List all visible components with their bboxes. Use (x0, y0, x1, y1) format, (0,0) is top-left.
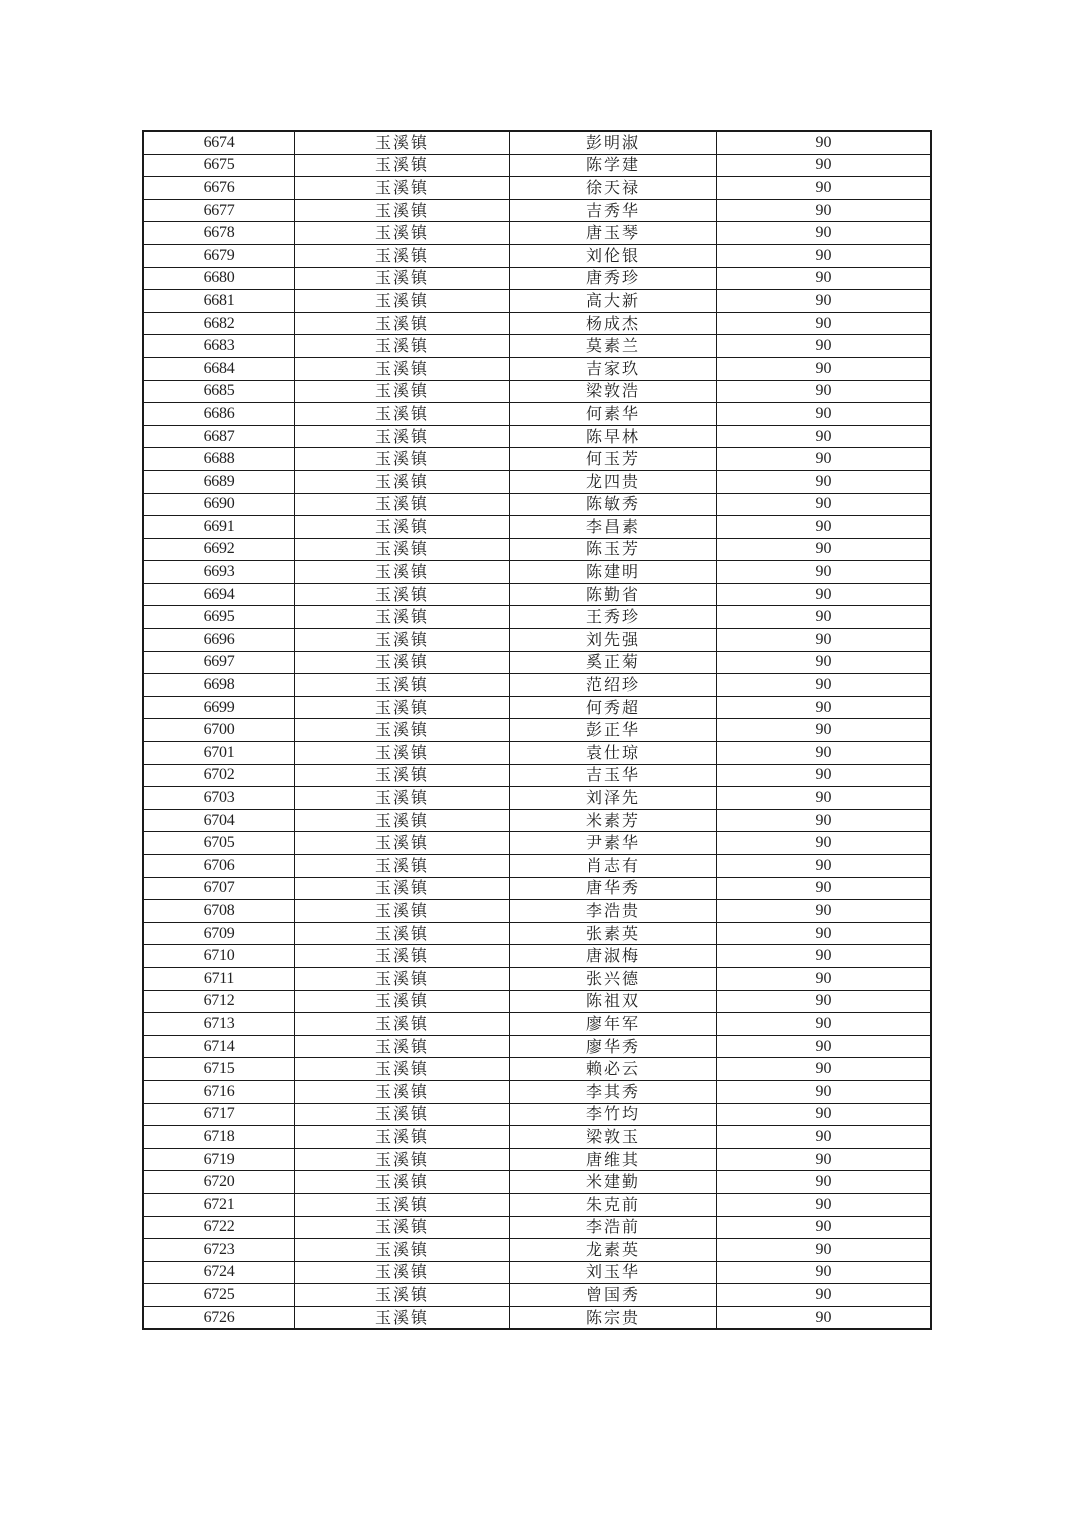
cell-town: 玉溪镇 (295, 470, 510, 493)
table-row (143, 561, 931, 584)
cell-score: 90 (717, 809, 932, 832)
cell-score: 90 (717, 1216, 932, 1239)
table-row (143, 1080, 931, 1103)
cell-number: 6683 (143, 335, 295, 358)
cell-number: 6691 (143, 516, 295, 539)
cell-score: 90 (717, 877, 932, 900)
cell-score: 90 (717, 583, 932, 606)
table-row (143, 674, 931, 697)
cell-town: 玉溪镇 (295, 425, 510, 448)
cell-score: 90 (717, 922, 932, 945)
cell-number: 6690 (143, 493, 295, 516)
cell-town: 玉溪镇 (295, 855, 510, 878)
cell-number: 6709 (143, 922, 295, 945)
cell-score: 90 (717, 493, 932, 516)
cell-town: 玉溪镇 (295, 335, 510, 358)
cell-town: 玉溪镇 (295, 696, 510, 719)
cell-name: 唐玉琴 (510, 222, 717, 245)
cell-number: 6720 (143, 1171, 295, 1194)
cell-name: 何素华 (510, 403, 717, 426)
cell-score: 90 (717, 1171, 932, 1194)
cell-number: 6703 (143, 787, 295, 810)
table-row (143, 1126, 931, 1149)
cell-town: 玉溪镇 (295, 177, 510, 200)
cell-number: 6686 (143, 403, 295, 426)
cell-town: 玉溪镇 (295, 1126, 510, 1149)
table-row (143, 629, 931, 652)
cell-town: 玉溪镇 (295, 900, 510, 923)
cell-number: 6719 (143, 1148, 295, 1171)
cell-town: 玉溪镇 (295, 787, 510, 810)
cell-town: 玉溪镇 (295, 945, 510, 968)
cell-name: 范绍珍 (510, 674, 717, 697)
cell-name: 米建勤 (510, 1171, 717, 1194)
table-row (143, 764, 931, 787)
cell-score: 90 (717, 832, 932, 855)
cell-name: 何玉芳 (510, 448, 717, 471)
cell-town: 玉溪镇 (295, 267, 510, 290)
cell-number: 6707 (143, 877, 295, 900)
table-row (143, 538, 931, 561)
cell-name: 梁敦玉 (510, 1126, 717, 1149)
cell-town: 玉溪镇 (295, 516, 510, 539)
table-row (143, 877, 931, 900)
cell-name: 陈宗贵 (510, 1306, 717, 1329)
cell-name: 唐华秀 (510, 877, 717, 900)
cell-name: 何秀超 (510, 696, 717, 719)
cell-score: 90 (717, 1239, 932, 1262)
cell-number: 6702 (143, 764, 295, 787)
table-row (143, 516, 931, 539)
cell-name: 陈早林 (510, 425, 717, 448)
table-row (143, 1171, 931, 1194)
cell-number: 6712 (143, 990, 295, 1013)
cell-number: 6715 (143, 1058, 295, 1081)
cell-name: 徐天禄 (510, 177, 717, 200)
cell-name: 李浩贵 (510, 900, 717, 923)
table-row (143, 583, 931, 606)
cell-number: 6682 (143, 312, 295, 335)
cell-name: 刘先强 (510, 629, 717, 652)
cell-score: 90 (717, 403, 932, 426)
cell-name: 肖志有 (510, 855, 717, 878)
cell-name: 朱克前 (510, 1193, 717, 1216)
cell-number: 6694 (143, 583, 295, 606)
cell-score: 90 (717, 1193, 932, 1216)
cell-number: 6692 (143, 538, 295, 561)
cell-number: 6722 (143, 1216, 295, 1239)
table-row (143, 1306, 931, 1329)
cell-name: 陈敏秀 (510, 493, 717, 516)
cell-number: 6723 (143, 1239, 295, 1262)
cell-score: 90 (717, 674, 932, 697)
table-row (143, 1216, 931, 1239)
cell-number: 6718 (143, 1126, 295, 1149)
table-row (143, 967, 931, 990)
cell-score: 90 (717, 470, 932, 493)
roster-table-body (143, 131, 931, 1329)
cell-town: 玉溪镇 (295, 1216, 510, 1239)
cell-number: 6699 (143, 696, 295, 719)
cell-town: 玉溪镇 (295, 1306, 510, 1329)
cell-name: 李其秀 (510, 1080, 717, 1103)
table-row (143, 290, 931, 313)
cell-town: 玉溪镇 (295, 629, 510, 652)
cell-town: 玉溪镇 (295, 1284, 510, 1307)
cell-name: 奚正菊 (510, 651, 717, 674)
cell-town: 玉溪镇 (295, 1239, 510, 1262)
cell-town: 玉溪镇 (295, 1013, 510, 1036)
cell-score: 90 (717, 448, 932, 471)
table-row (143, 154, 931, 177)
cell-number: 6680 (143, 267, 295, 290)
cell-score: 90 (717, 1013, 932, 1036)
cell-town: 玉溪镇 (295, 1171, 510, 1194)
cell-name: 李浩前 (510, 1216, 717, 1239)
table-row (143, 651, 931, 674)
cell-name: 廖华秀 (510, 1035, 717, 1058)
cell-town: 玉溪镇 (295, 131, 510, 154)
cell-score: 90 (717, 1261, 932, 1284)
cell-name: 唐秀珍 (510, 267, 717, 290)
cell-name: 吉玉华 (510, 764, 717, 787)
cell-score: 90 (717, 290, 932, 313)
cell-name: 赖必云 (510, 1058, 717, 1081)
cell-score: 90 (717, 1058, 932, 1081)
table-row (143, 244, 931, 267)
cell-name: 彭明淑 (510, 131, 717, 154)
cell-number: 6711 (143, 967, 295, 990)
cell-score: 90 (717, 335, 932, 358)
cell-town: 玉溪镇 (295, 742, 510, 765)
cell-score: 90 (717, 651, 932, 674)
cell-town: 玉溪镇 (295, 380, 510, 403)
table-row (143, 199, 931, 222)
cell-town: 玉溪镇 (295, 922, 510, 945)
cell-name: 米素芳 (510, 809, 717, 832)
cell-name: 龙素英 (510, 1239, 717, 1262)
table-row (143, 719, 931, 742)
cell-score: 90 (717, 267, 932, 290)
cell-name: 莫素兰 (510, 335, 717, 358)
cell-score: 90 (717, 561, 932, 584)
cell-town: 玉溪镇 (295, 357, 510, 380)
cell-town: 玉溪镇 (295, 606, 510, 629)
table-row (143, 900, 931, 923)
cell-score: 90 (717, 855, 932, 878)
cell-number: 6717 (143, 1103, 295, 1126)
cell-score: 90 (717, 900, 932, 923)
cell-name: 李竹均 (510, 1103, 717, 1126)
table-row (143, 177, 931, 200)
cell-town: 玉溪镇 (295, 403, 510, 426)
table-row (143, 425, 931, 448)
cell-town: 玉溪镇 (295, 222, 510, 245)
cell-score: 90 (717, 967, 932, 990)
cell-number: 6713 (143, 1013, 295, 1036)
table-row (143, 787, 931, 810)
cell-score: 90 (717, 154, 932, 177)
cell-score: 90 (717, 1148, 932, 1171)
cell-score: 90 (717, 1103, 932, 1126)
table-row (143, 1103, 931, 1126)
table-row (143, 470, 931, 493)
cell-name: 唐淑梅 (510, 945, 717, 968)
cell-number: 6724 (143, 1261, 295, 1284)
cell-number: 6706 (143, 855, 295, 878)
cell-number: 6705 (143, 832, 295, 855)
table-row (143, 1261, 931, 1284)
cell-number: 6689 (143, 470, 295, 493)
cell-town: 玉溪镇 (295, 674, 510, 697)
cell-town: 玉溪镇 (295, 1058, 510, 1081)
cell-score: 90 (717, 177, 932, 200)
cell-score: 90 (717, 244, 932, 267)
table-row (143, 832, 931, 855)
cell-number: 6693 (143, 561, 295, 584)
cell-score: 90 (717, 222, 932, 245)
table-row (143, 403, 931, 426)
cell-town: 玉溪镇 (295, 1035, 510, 1058)
roster-table (142, 130, 932, 1330)
table-row (143, 1284, 931, 1307)
cell-name: 曾国秀 (510, 1284, 717, 1307)
cell-town: 玉溪镇 (295, 1148, 510, 1171)
cell-town: 玉溪镇 (295, 990, 510, 1013)
table-row (143, 1239, 931, 1262)
cell-score: 90 (717, 312, 932, 335)
cell-number: 6710 (143, 945, 295, 968)
cell-name: 吉秀华 (510, 199, 717, 222)
cell-score: 90 (717, 1284, 932, 1307)
cell-number: 6684 (143, 357, 295, 380)
cell-name: 陈建明 (510, 561, 717, 584)
cell-town: 玉溪镇 (295, 312, 510, 335)
table-row (143, 1058, 931, 1081)
cell-score: 90 (717, 199, 932, 222)
cell-town: 玉溪镇 (295, 448, 510, 471)
table-row (143, 222, 931, 245)
cell-name: 陈勤省 (510, 583, 717, 606)
table-row (143, 267, 931, 290)
cell-number: 6697 (143, 651, 295, 674)
cell-name: 刘玉华 (510, 1261, 717, 1284)
cell-number: 6716 (143, 1080, 295, 1103)
cell-number: 6726 (143, 1306, 295, 1329)
cell-name: 陈玉芳 (510, 538, 717, 561)
table-row (143, 312, 931, 335)
table-row (143, 922, 931, 945)
table-row (143, 1193, 931, 1216)
cell-number: 6704 (143, 809, 295, 832)
cell-score: 90 (717, 787, 932, 810)
cell-score: 90 (717, 131, 932, 154)
cell-score: 90 (717, 380, 932, 403)
cell-name: 陈祖双 (510, 990, 717, 1013)
table-row (143, 1148, 931, 1171)
cell-number: 6725 (143, 1284, 295, 1307)
cell-name: 刘伦银 (510, 244, 717, 267)
table-row (143, 696, 931, 719)
cell-score: 90 (717, 516, 932, 539)
cell-town: 玉溪镇 (295, 290, 510, 313)
cell-number: 6701 (143, 742, 295, 765)
cell-number: 6708 (143, 900, 295, 923)
cell-town: 玉溪镇 (295, 1261, 510, 1284)
cell-name: 彭正华 (510, 719, 717, 742)
cell-town: 玉溪镇 (295, 764, 510, 787)
table-row (143, 380, 931, 403)
cell-name: 张兴德 (510, 967, 717, 990)
cell-town: 玉溪镇 (295, 832, 510, 855)
cell-score: 90 (717, 719, 932, 742)
cell-score: 90 (717, 1126, 932, 1149)
cell-town: 玉溪镇 (295, 1103, 510, 1126)
cell-number: 6714 (143, 1035, 295, 1058)
table-row (143, 357, 931, 380)
table-row (143, 855, 931, 878)
cell-name: 吉家玖 (510, 357, 717, 380)
cell-name: 龙四贵 (510, 470, 717, 493)
cell-number: 6688 (143, 448, 295, 471)
cell-name: 李昌素 (510, 516, 717, 539)
cell-town: 玉溪镇 (295, 244, 510, 267)
cell-score: 90 (717, 945, 932, 968)
cell-score: 90 (717, 1080, 932, 1103)
table-row (143, 131, 931, 154)
table-row (143, 990, 931, 1013)
cell-score: 90 (717, 357, 932, 380)
cell-number: 6695 (143, 606, 295, 629)
cell-name: 高大新 (510, 290, 717, 313)
table-row (143, 1035, 931, 1058)
cell-town: 玉溪镇 (295, 154, 510, 177)
cell-number: 6698 (143, 674, 295, 697)
cell-number: 6676 (143, 177, 295, 200)
cell-town: 玉溪镇 (295, 1080, 510, 1103)
cell-name: 尹素华 (510, 832, 717, 855)
cell-score: 90 (717, 1306, 932, 1329)
cell-number: 6677 (143, 199, 295, 222)
cell-town: 玉溪镇 (295, 583, 510, 606)
table-row (143, 606, 931, 629)
cell-score: 90 (717, 629, 932, 652)
cell-score: 90 (717, 425, 932, 448)
cell-name: 杨成杰 (510, 312, 717, 335)
cell-score: 90 (717, 538, 932, 561)
cell-town: 玉溪镇 (295, 561, 510, 584)
cell-town: 玉溪镇 (295, 877, 510, 900)
cell-number: 6675 (143, 154, 295, 177)
cell-number: 6674 (143, 131, 295, 154)
cell-score: 90 (717, 742, 932, 765)
table-row (143, 809, 931, 832)
cell-name: 张素英 (510, 922, 717, 945)
cell-number: 6678 (143, 222, 295, 245)
cell-name: 唐维其 (510, 1148, 717, 1171)
cell-town: 玉溪镇 (295, 651, 510, 674)
cell-town: 玉溪镇 (295, 809, 510, 832)
cell-number: 6681 (143, 290, 295, 313)
cell-town: 玉溪镇 (295, 967, 510, 990)
cell-name: 梁敦浩 (510, 380, 717, 403)
cell-number: 6687 (143, 425, 295, 448)
cell-name: 廖年军 (510, 1013, 717, 1036)
table-row (143, 1013, 931, 1036)
table-row (143, 945, 931, 968)
cell-town: 玉溪镇 (295, 493, 510, 516)
cell-score: 90 (717, 1035, 932, 1058)
cell-score: 90 (717, 990, 932, 1013)
cell-score: 90 (717, 764, 932, 787)
cell-name: 陈学建 (510, 154, 717, 177)
cell-name: 刘泽先 (510, 787, 717, 810)
cell-town: 玉溪镇 (295, 1193, 510, 1216)
cell-number: 6685 (143, 380, 295, 403)
cell-number: 6721 (143, 1193, 295, 1216)
cell-score: 90 (717, 696, 932, 719)
table-row (143, 448, 931, 471)
table-row (143, 742, 931, 765)
cell-number: 6679 (143, 244, 295, 267)
table-row (143, 335, 931, 358)
cell-name: 袁仕琼 (510, 742, 717, 765)
cell-town: 玉溪镇 (295, 719, 510, 742)
cell-name: 王秀珍 (510, 606, 717, 629)
cell-number: 6696 (143, 629, 295, 652)
table-row (143, 493, 931, 516)
cell-town: 玉溪镇 (295, 538, 510, 561)
cell-town: 玉溪镇 (295, 199, 510, 222)
cell-number: 6700 (143, 719, 295, 742)
cell-score: 90 (717, 606, 932, 629)
